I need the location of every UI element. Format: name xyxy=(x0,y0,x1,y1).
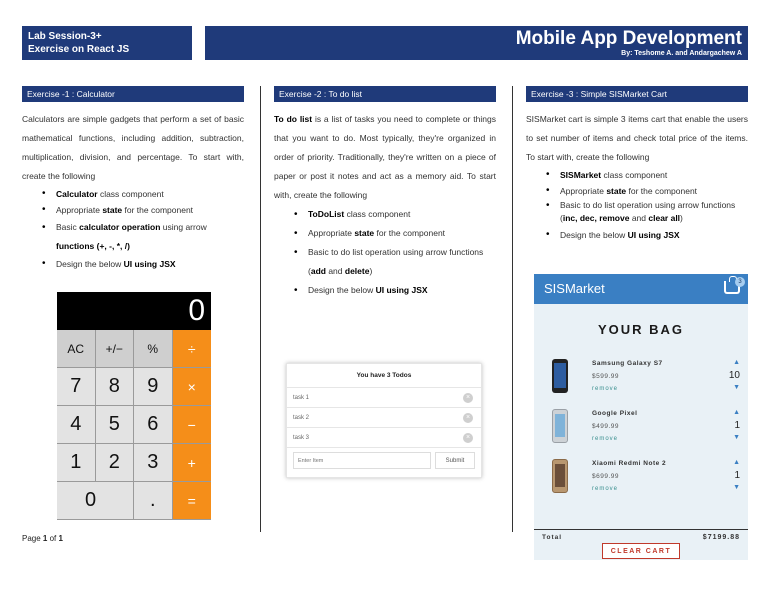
exercise-label: Exercise on React JS xyxy=(28,44,130,55)
bullet-item: • Design the below UI using JSX xyxy=(294,281,496,300)
todo-item: task 1 × xyxy=(287,388,481,408)
column-divider-2 xyxy=(512,86,513,532)
item-price: $599.99 xyxy=(592,373,619,380)
cart-mockup xyxy=(534,274,748,560)
bullet-item: • Appropriate state for the component xyxy=(42,202,244,218)
calculator-mockup xyxy=(57,292,211,520)
calculator-display: 0 xyxy=(57,292,211,330)
remove-button[interactable]: remove xyxy=(592,436,619,442)
key-7[interactable]: 7 xyxy=(57,368,96,406)
item-name: Google Pixel xyxy=(592,410,638,417)
exercise-2-column xyxy=(274,86,496,464)
bullet-item: • Design the below UI using JSX xyxy=(546,227,748,243)
exercise-2-title: Exercise -2 : To do list xyxy=(274,86,496,102)
remove-button[interactable]: remove xyxy=(592,386,619,392)
key-multiply[interactable]: × xyxy=(173,368,212,406)
lab-session-banner xyxy=(22,26,192,60)
item-price: $499.99 xyxy=(592,423,619,430)
bullet-item: • SISMarket class component xyxy=(546,167,748,183)
key-percent[interactable]: % xyxy=(134,330,173,368)
key-8[interactable]: 8 xyxy=(96,368,135,406)
remove-button[interactable]: remove xyxy=(592,486,619,492)
chevron-up-icon[interactable]: ▲ xyxy=(733,409,740,416)
cart-count-badge: 3 xyxy=(735,277,745,287)
course-title: Mobile App Development xyxy=(515,28,742,49)
bullet-item: • Design the below UI using JSX xyxy=(42,256,244,272)
cart-item xyxy=(546,357,742,401)
phone-image xyxy=(552,459,568,493)
exercise-1-intro: Calculators are simple gadgets that perform a set of basic mathematical functions, including addition, subtraction, multiplication, division, and percentage. To start with, create the following xyxy=(22,114,244,181)
item-quantity: 1 xyxy=(734,470,740,481)
exercise-1-column xyxy=(22,86,244,511)
chevron-down-icon[interactable]: ▼ xyxy=(733,484,740,491)
submit-button[interactable]: Submit xyxy=(435,452,475,469)
key-subtract[interactable]: − xyxy=(173,406,212,444)
todo-mockup xyxy=(286,363,482,478)
item-price: $699.99 xyxy=(592,473,619,480)
exercise-2-bullets xyxy=(294,205,496,300)
todo-input[interactable] xyxy=(293,452,431,469)
chevron-down-icon[interactable]: ▼ xyxy=(733,384,740,391)
bullet-item: • Calculator class component xyxy=(42,186,244,202)
total-value: $7199.88 xyxy=(702,534,740,541)
key-equals[interactable]: = xyxy=(173,482,212,520)
todo-item: task 2 × xyxy=(287,408,481,428)
key-3[interactable]: 3 xyxy=(134,444,173,482)
exercise-3-bullets xyxy=(546,167,748,243)
todo-heading: You have 3 Todos xyxy=(287,364,481,388)
course-banner xyxy=(205,26,748,60)
brand-name: SISMarket xyxy=(544,281,605,296)
cart-navbar xyxy=(534,274,748,304)
key-4[interactable]: 4 xyxy=(57,406,96,444)
exercise-1-bullets xyxy=(42,186,244,272)
chevron-up-icon[interactable]: ▲ xyxy=(733,459,740,466)
phone-image xyxy=(552,409,568,443)
item-name: Xiaomi Redmi Note 2 xyxy=(592,460,667,467)
bag-heading: YOUR BAG xyxy=(597,322,685,337)
exercise-2-intro: To do list is a list of tasks you need to complete or things that you want to do. Most typically, they're organized in order of priority. Traditionally, they're written on a piece of paper or post it notes and act as a memory aid. To start with, create the following xyxy=(274,114,496,200)
calculator-keypad xyxy=(57,330,211,520)
key-9[interactable]: 9 xyxy=(134,368,173,406)
key-1[interactable]: 1 xyxy=(57,444,96,482)
item-quantity: 10 xyxy=(728,370,740,381)
chevron-down-icon[interactable]: ▼ xyxy=(733,434,740,441)
todo-form xyxy=(293,452,475,469)
bullet-item: • ToDoList class component xyxy=(294,205,496,224)
key-2[interactable]: 2 xyxy=(96,444,135,482)
phone-image xyxy=(552,359,568,393)
exercise-3-title: Exercise -3 : Simple SISMarket Cart xyxy=(526,86,748,102)
cart-item xyxy=(546,457,742,501)
item-name: Samsung Galaxy S7 xyxy=(592,360,663,367)
authors-byline: By: Teshome A. and Andargachew A xyxy=(621,50,742,57)
key-sign[interactable]: +/− xyxy=(96,330,135,368)
total-label: Total xyxy=(542,534,563,541)
bullet-item: • Appropriate state for the component xyxy=(294,224,496,243)
lab-session-label: Lab Session-3+ xyxy=(28,31,102,42)
delete-icon[interactable]: × xyxy=(463,433,473,443)
chevron-up-icon[interactable]: ▲ xyxy=(733,359,740,366)
bullet-item: • Basic to do list operation using arrow functions (inc, dec, remove and clear all) xyxy=(546,199,748,225)
total-divider xyxy=(534,529,748,530)
key-6[interactable]: 6 xyxy=(134,406,173,444)
key-add[interactable]: + xyxy=(173,444,212,482)
todo-item: task 3 × xyxy=(287,428,481,448)
page-number: Page 1 of 1 xyxy=(22,534,63,543)
bullet-item: • Appropriate state for the component xyxy=(546,183,748,199)
clear-cart-button[interactable]: CLEAR CART xyxy=(602,543,680,559)
key-clear[interactable]: AC xyxy=(57,330,96,368)
bullet-item: • Basic to do list operation using arrow functions (add and delete) xyxy=(294,243,496,281)
key-5[interactable]: 5 xyxy=(96,406,135,444)
key-0[interactable]: 0 xyxy=(57,482,134,520)
delete-icon[interactable]: × xyxy=(463,393,473,403)
key-decimal[interactable]: . xyxy=(134,482,173,520)
exercise-1-title: Exercise -1 : Calculator xyxy=(22,86,244,102)
exercise-3-column xyxy=(526,86,748,541)
cart-item xyxy=(546,407,742,451)
bullet-item: • Basic calculator operation using arrow functions (+, -, *, /) xyxy=(42,218,244,256)
item-quantity: 1 xyxy=(734,420,740,431)
key-divide[interactable]: ÷ xyxy=(173,330,212,368)
column-divider-1 xyxy=(260,86,261,532)
delete-icon[interactable]: × xyxy=(463,413,473,423)
exercise-3-intro: SISMarket cart is simple 3 items cart that enable the users to set number of items and check total price of the items. To start with, create the following xyxy=(526,114,748,162)
